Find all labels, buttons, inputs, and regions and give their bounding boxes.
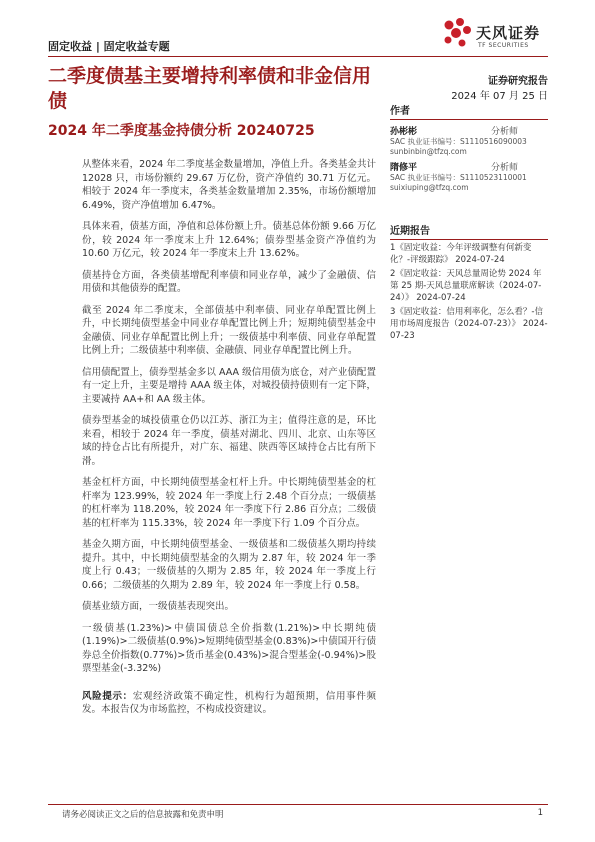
footer-divider — [48, 804, 548, 805]
footer-disclaimer: 请务必阅读正文之后的信息披露和免责申明 — [62, 810, 224, 820]
body-paragraph: 截至 2024 年二季度末，全部债基中利率债、同业存单配置比例上升，中长期纯债型基金中同业存单配置比例上升；短期纯债型基金中金融债、同业存单配置比例上升；一级债基中利率债、同业存单配置比例上升；二级债基中利率债、金融债、同业存单配置比例上升。 — [82, 304, 376, 356]
author-name: 孙彬彬 — [390, 127, 418, 137]
page-number: 1 — [537, 808, 543, 818]
author-role: 分析师 — [490, 127, 518, 137]
body-paragraph: 基金久期方面，中长期纯债型基金、一级债基和二级债基久期均持续提升。其中，中长期纯债型基金的久期为 2.87 年，较 2024 年一季度上行 0.43；一级债基的久期为 2.85 年，较 2024 年一季度上行 0.66；二级债基的久期为 2.89 年，较 2024 年一季度上行 0.58。 — [82, 539, 376, 591]
author-email[interactable]: sunbinbin@tfzq.com — [390, 147, 467, 156]
authors-section — [390, 102, 548, 193]
author-license: SAC 执业证书编号：S1110516090003 — [390, 137, 527, 146]
author-card — [390, 160, 548, 193]
author-card — [390, 124, 548, 157]
header-divider — [48, 56, 548, 57]
body-paragraph: 信用债配置上，债券型基金多以 AAA 级信用债为底仓，对产业债配置有一定上升，主要是增持 AAA 级主体，对城投债持债则有一定下降，主要减持 AA+和 AA 级主体。 — [82, 366, 376, 405]
tf-logo-icon — [440, 16, 474, 50]
report-date: 2024 年 07 月 25 日 — [451, 91, 548, 102]
risk-warning — [82, 690, 376, 717]
author-license: SAC 执业证书编号：S1110523110001 — [390, 173, 527, 182]
recent-report-link[interactable]: 1《固定收益：今年评级调整有何新变化？-评级跟踪》 2024-07-24 — [390, 243, 532, 265]
risk-text: 宏观经济政策不确定性，机构行为超预期，信用事件频发。本报告仅为市场监控，不构成投资建议。 — [82, 690, 376, 715]
author-name: 隋修平 — [390, 163, 418, 173]
body-paragraph: 债基业绩方面，一级债基表现突出。 — [82, 601, 235, 612]
company-logo — [440, 16, 550, 56]
author-email[interactable]: suixiuping@tfzq.com — [390, 183, 469, 192]
report-category: 固定收益 | 固定收益专题 — [48, 40, 170, 53]
body-paragraph: 从整体来看，2024 年二季度基金数量增加，净值上升。各类基金共计 12028 只，市场份额约 29.67 万亿份，资产净值约 30.71 万亿元。相较于 2024 年一季度末，各类基金数量增加 2.35%，市场份额增加 6.49%，资产净值增加 6.47%。 — [82, 159, 376, 211]
risk-label: 风险提示： — [82, 690, 133, 702]
logo-text-cn: 天风证券 — [476, 24, 541, 42]
logo-text-en: TF SECURITIES — [478, 42, 529, 49]
body-paragraph: 一级债基(1.23%)>中债国债总全价指数(1.21%)>中长期纯债(1.19%)>二级债基(0.9%)>短期纯债型基金(0.83%)>中债国开行债券总全价指数(0.77%)>货币基金(0.43%)>混合型基金(-0.94%)>股票型基金(-3.32%) — [82, 622, 376, 674]
report-title: 二季度债基主要增持利率债和非金信用债 — [48, 65, 372, 112]
recent-reports-section — [390, 222, 548, 342]
body-paragraph: 债基持仓方面，各类债基增配利率债和同业存单，减少了金融债、信用债和其他债券的配置。 — [82, 269, 376, 294]
report-subtitle: 2024 年二季度基金持债分析 20240725 — [48, 123, 315, 139]
body-paragraph: 具体来看，债基方面，净值和总体份额上升。债基总体份额 9.66 万亿份，较 2024 年一季度末上升 12.64%；债券型基金资产净值约为 10.60 万亿元，较 2024 年一季度末上升 13.62%。 — [82, 221, 376, 259]
recent-reports-heading: 近期报告 — [390, 222, 548, 240]
body-paragraph: 基金杠杆方面，中长期纯债型基金杠杆上升。中长期纯债型基金的杠杆率为 123.99%，较 2024 年一季度上行 2.48 个百分点；一级债基的杠杆率为 118.20%，较 2024 年一季度下行 2.86 百分点；二级债基的杠杆率为 115.33%，较 2024 年一季度下行 1.09 个百分点。 — [82, 477, 376, 529]
body-paragraph: 债券型基金的城投债重仓仍以江苏、浙江为主；值得注意的是，环比来看，相较于 2024 年一季度，债基对湖北、四川、北京、山东等区域的持仓占比有所提升，对广东、福建、陕西等区域持仓占比有所下滑。 — [82, 415, 376, 467]
recent-report-link[interactable]: 2《固定收益：天风总量周论势 2024 年第 25 期-天风总量联席解读（2024-07-24）》 2024-07-24 — [390, 269, 542, 303]
main-body — [82, 158, 376, 725]
authors-heading: 作者 — [390, 102, 548, 120]
report-type: 证券研究报告 — [488, 76, 548, 87]
recent-report-link[interactable]: 3《固定收益：信用利率化，怎么看？-信用市场周度报告（2024-07-23）》 2024-07-23 — [390, 307, 548, 341]
author-role: 分析师 — [490, 163, 518, 173]
